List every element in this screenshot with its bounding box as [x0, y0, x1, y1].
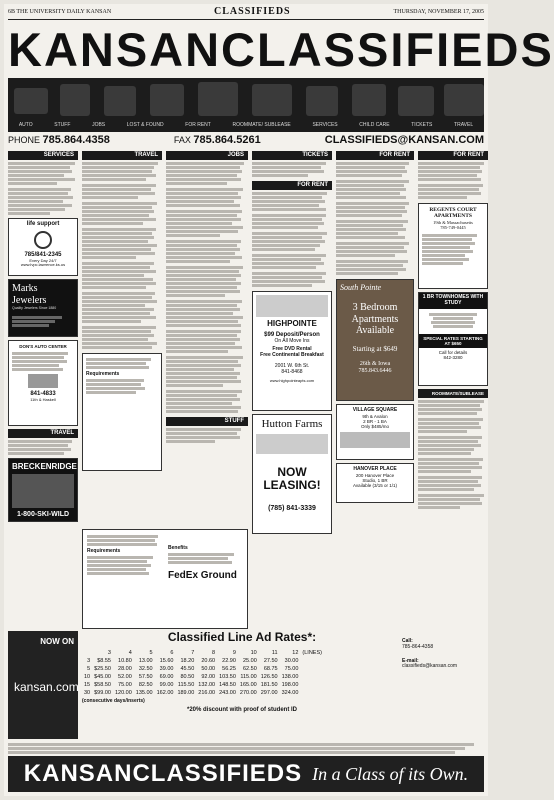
rates-cell: $25.50 [94, 665, 111, 672]
ad-dons-auto [8, 340, 78, 426]
ad-village-square [336, 404, 414, 460]
car-icon [14, 88, 48, 114]
category-icon-bar [8, 78, 484, 132]
rates-cell: $58.50 [94, 681, 111, 688]
ad-breckenridge [8, 458, 78, 522]
rates-header-cell: 4 [128, 649, 132, 656]
ad-village-line2: 2 BR - 1 BA [363, 418, 387, 424]
ad-hutton-phone: (785) 841-3339 [268, 505, 316, 513]
rates-cell: 18.20 [180, 657, 195, 664]
ad-highpointe-line3: Free DVD Rental [272, 345, 312, 352]
ad-highpointe-line2: On All Move Ins [274, 338, 310, 345]
bottom-banner [8, 756, 484, 792]
ad-highpointe [252, 291, 332, 411]
rates-contact [402, 631, 488, 670]
ad-hutton-farms [252, 414, 332, 534]
rates-header-cell: 7 [191, 649, 195, 656]
fax-label: FAX [173, 135, 191, 146]
rates-cell: 181.50 [260, 681, 278, 688]
rates-row [82, 681, 324, 689]
column-for-rent-3 [418, 151, 488, 510]
ad-dons-title: DON'S AUTO CENTER [19, 344, 67, 349]
rates-cell: 10 [84, 673, 91, 680]
jobs-listings [166, 162, 248, 413]
ad-kansan-com [8, 631, 78, 739]
ad-life-support-hours: Every Day 24/7 [29, 257, 57, 263]
rates-cell: 57.50 [138, 673, 153, 680]
ad-regents-phone: 785-749-0445 [440, 224, 466, 230]
rates-cell: 69.00 [159, 673, 174, 680]
category-label: TICKETS [411, 122, 433, 128]
roommate-icon [252, 84, 292, 116]
ad-townhomes-call: Call for details [438, 349, 468, 355]
rates-cell: 28.00 [118, 665, 132, 672]
rates-header-cell [82, 649, 92, 657]
car-icon [28, 374, 58, 388]
ad-townhomes-title: 1 BR TOWNHOMES WITH STUDY [419, 293, 487, 309]
phone-number: 785.864.4358 [42, 134, 110, 147]
rates-header-cell: 8 [212, 649, 216, 656]
ad-highpointe-url[interactable]: www.highpointeapts.com [269, 377, 315, 383]
column-tickets [252, 151, 332, 537]
rates-cell: 5 [87, 665, 91, 672]
fedex-requirements-label: Requirements [87, 548, 121, 554]
tickets-icon [398, 86, 434, 116]
divider [8, 19, 484, 20]
fax-block [174, 134, 261, 147]
ad-south-pointe-line1: 3 Bedroom [352, 302, 398, 314]
rates-cell: 92.00 [201, 673, 216, 680]
rates-cell: 198.00 [281, 681, 299, 688]
mountain-image [12, 474, 74, 508]
masthead: KANSANCLASSIFIEDS [8, 23, 554, 76]
ad-highpointe-phone: 841-8468 [281, 369, 303, 376]
running-head [8, 7, 484, 17]
fedex-logo: FedEx Ground [168, 569, 237, 581]
category-label: TRAVEL [454, 122, 474, 128]
section-header-for-rent: FOR RENT [252, 181, 332, 190]
lost-found-icon [150, 84, 184, 116]
rates-header-cell: 3 [107, 649, 111, 656]
rates-cell: 15.60 [159, 657, 174, 664]
running-head-left: 6B THE UNIVERSITY DAILY KANSAN [8, 8, 112, 15]
section-header-stuff: STUFF [166, 417, 248, 426]
category-label: FOR RENT [185, 122, 211, 128]
ad-life-support [8, 218, 78, 276]
ad-south-pointe [336, 279, 414, 401]
ad-highpointe-deposit: $99 Deposit/Person [264, 332, 320, 339]
ad-dons-phone: 841-4833 [30, 391, 56, 398]
ad-life-support-phone: 785/841-2345 [24, 251, 62, 258]
rates-cell: 75.00 [118, 681, 132, 688]
rates-header-cell: 10 [250, 649, 257, 656]
rates-row [82, 689, 324, 697]
category-labels [8, 123, 484, 130]
column-jobs [166, 151, 248, 444]
category-label: LOST & FOUND [126, 122, 164, 128]
rates-discount: *20% discount with proof of student ID [187, 706, 297, 713]
rates-cell: 103.50 [219, 673, 236, 680]
rates-cell: 80.50 [180, 673, 195, 680]
rates-cell: 32.50 [138, 665, 153, 672]
ad-village-title: VILLAGE SQUARE [352, 407, 398, 413]
ad-life-support-title: life support [26, 221, 60, 227]
rates-cell: 56.25 [222, 665, 236, 672]
ad-hanover-line2: Studio, 1 BR [362, 477, 388, 483]
for-rent-2-listings [336, 162, 414, 275]
ad-highpointe-addr: 2001 W. 6th St. [274, 363, 310, 370]
rates-box [82, 631, 488, 741]
ad-south-pointe-phone: 785.843.6446 [358, 367, 392, 374]
ad-marks-title: Marks Jewelers [12, 283, 47, 306]
rates-cell: 3 [87, 657, 91, 664]
ad-fedex-ground [82, 529, 248, 629]
rates-header-cell: 11 [271, 649, 278, 656]
ad-kansan-title[interactable]: kansan.com [14, 680, 79, 694]
rates-header-row [82, 649, 324, 657]
rates-cell: 165.00 [239, 681, 257, 688]
ad-breckenridge-title: BRECKENRIDGE [12, 462, 77, 471]
building-image [256, 295, 328, 317]
section-header-travel: TRAVEL [8, 429, 78, 438]
for-rent-listings [252, 192, 332, 287]
category-label: AUTO [18, 122, 33, 128]
rates-cell: 68.75 [263, 665, 278, 672]
contact-email[interactable]: CLASSIFIEDS@KANSAN.COM [324, 134, 484, 147]
ad-south-pointe-line2: Apartments [351, 313, 399, 325]
building-image [340, 432, 410, 448]
phone-label: PHONE [8, 135, 41, 146]
house-image [256, 434, 328, 454]
ad-south-pointe-line3: Available [355, 325, 395, 337]
services-listings [8, 162, 78, 215]
rates-cell: 135.00 [135, 689, 153, 696]
column-for-rent-2 [336, 151, 414, 506]
ad-hutton-body: NOW LEASING! [263, 464, 321, 493]
running-head-center: CLASSIFIEDS [214, 6, 291, 18]
services-icon [306, 86, 338, 116]
section-header-roommate: ROOMMATE/SUBLEASE [418, 389, 488, 398]
ad-kansan-badge: NOW ON [40, 637, 74, 646]
rates-table [82, 649, 324, 697]
column-travel [82, 151, 162, 474]
jobs-icon [104, 86, 136, 116]
ad-marks-jewelers [8, 279, 78, 337]
section-header-tickets: TICKETS [252, 151, 332, 160]
rates-cell: 120.00 [114, 689, 132, 696]
rates-title: Classified Line Ad Rates*: [167, 630, 317, 644]
rates-cell: 13.00 [138, 657, 153, 664]
rates-call-phone: 785-864-4358 [402, 643, 434, 650]
rates-header-cell: 5 [149, 649, 153, 656]
ad-south-pointe-addr: 26th & Iowa [359, 360, 391, 367]
ad-townhomes-special: SPECIAL RATES STARTING AT $650 [419, 334, 487, 348]
rates-cell: 22.90 [222, 657, 236, 664]
rates-cell: 15 [84, 681, 91, 688]
ad-regents-line1: 19th & Massachusetts [433, 219, 473, 225]
rates-cell: 162.00 [156, 689, 174, 696]
ad-south-pointe-title: South Pointe [340, 283, 382, 292]
ad-south-pointe-line4: Starting at $649 [352, 344, 398, 353]
bottom-tagline: In a Class of its Own. [312, 763, 469, 784]
ad-marks-sub: Quality Jewelers Since 1880 [12, 306, 57, 310]
rates-cell: 20.60 [201, 657, 216, 664]
ad-hanover-line3: Available (3/15 or 1/1) [353, 483, 397, 489]
rates-email-label: E-mail: [402, 657, 419, 664]
rates-cell: 27.50 [263, 657, 278, 664]
rates-cell: 115.50 [177, 681, 195, 688]
rates-cell: 243.00 [219, 689, 236, 696]
section-header-for-rent-2: FOR RENT [336, 151, 414, 160]
rates-cell: 324.00 [281, 689, 299, 696]
fax-number: 785.864.5261 [193, 134, 261, 147]
section-header-jobs: JOBS [166, 151, 248, 160]
rates-cell: $8.55 [97, 657, 111, 664]
rates-cell: 50.00 [201, 665, 216, 672]
ad-dons-addr: 11th & Haskell [30, 397, 56, 403]
ad-townhomes-phone: 842-3280 [443, 355, 463, 361]
rates-cell: $45.00 [94, 673, 111, 680]
ad-breckenridge-phone: 1-800-SKI-WILD [16, 511, 70, 519]
category-label: ROOMMATE/ SUBLEASE [232, 122, 291, 128]
rates-cell: $99.00 [94, 689, 111, 696]
ad-life-support-url[interactable]: www.lvpc.lawrence.ks.us [20, 262, 66, 268]
rates-cell: 189.00 [177, 689, 195, 696]
rates-cell: 138.00 [281, 673, 299, 680]
house-icon [198, 82, 238, 116]
ad-hutton-title: Hutton Farms [261, 418, 323, 430]
rates-cell: 25.00 [242, 657, 257, 664]
category-label: SERVICES [312, 122, 338, 128]
column-services [8, 151, 78, 525]
rates-cell: 99.00 [159, 681, 174, 688]
fedex-benefits-label: Benefits [168, 545, 188, 551]
rates-cell: 297.00 [260, 689, 278, 696]
rates-cell: 52.00 [118, 673, 132, 680]
rates-row [82, 665, 324, 673]
ad-village-line3: Only $485/mo [360, 424, 389, 430]
section-header-for-rent-3: FOR RENT [418, 151, 488, 160]
rates-cell: 30 [84, 689, 91, 696]
rates-call-label: Call: [402, 638, 413, 644]
rates-header-cell: 12 [292, 649, 299, 656]
ad-fedex-requirements: Requirements [86, 371, 120, 377]
ad-hanover-title: HANOVER PLACE [353, 466, 397, 472]
rates-cell: 270.00 [239, 689, 257, 696]
rates-cell: 115.00 [240, 673, 257, 680]
rates-row [82, 657, 324, 665]
contact-bar [8, 134, 484, 147]
child-care-icon [352, 84, 386, 116]
ad-hanover-line1: 200 Hanover Place [355, 472, 395, 478]
rates-cell: 39.00 [159, 665, 174, 672]
category-label: JOBS [92, 122, 106, 128]
rates-cell: 45.50 [180, 665, 195, 672]
rates-row [82, 673, 324, 681]
category-label: CHILD CARE [359, 122, 390, 128]
rates-cell: 10.80 [118, 657, 132, 664]
stuff-icon [60, 84, 90, 116]
rates-header-cell: 6 [170, 649, 174, 656]
newspaper-page [4, 4, 554, 796]
ad-highpointe-line4: Free Continental Breakfast [260, 351, 324, 358]
section-header-travel: TRAVEL [82, 151, 162, 160]
ad-regents-title: REGENTS COURT APARTMENTS [429, 207, 477, 220]
ad-village-line1: 9th & Avalon [362, 413, 388, 419]
rates-email[interactable]: classifieds@kansan.com [402, 663, 458, 670]
rates-header-cell: 9 [232, 649, 236, 656]
running-head-right: THURSDAY, NOVEMBER 17, 2005 [393, 8, 484, 15]
rates-cell: 30.00 [284, 657, 299, 664]
bottom-brand: KANSANCLASSIFIEDS [23, 760, 303, 788]
section-header-services: SERVICES [8, 151, 78, 160]
airplane-icon [444, 84, 484, 116]
category-label: STUFF [54, 122, 71, 128]
ad-highpointe-title: HIGHPOINTE [267, 319, 317, 328]
ad-townhomes [418, 292, 488, 386]
rates-cell: 126.50 [260, 673, 278, 680]
rates-unit: (LINES) [302, 649, 322, 656]
rates-cell: 216.00 [198, 689, 216, 696]
ad-fedex [82, 353, 162, 471]
rates-cell: 75.00 [284, 665, 299, 672]
heart-icon [34, 231, 52, 249]
rates-cell: 82.50 [138, 681, 153, 688]
ad-regents-court [418, 203, 488, 289]
phone-block [8, 134, 110, 147]
rates-cell: 62.50 [242, 665, 257, 672]
rates-cell: 132.00 [198, 681, 216, 688]
ad-hanover-place [336, 463, 414, 503]
classified-policy [8, 742, 484, 754]
travel-listings [82, 162, 162, 349]
rates-cell: 148.50 [219, 681, 236, 688]
rates-footnote: (consecutive days/inserts) [82, 697, 145, 704]
